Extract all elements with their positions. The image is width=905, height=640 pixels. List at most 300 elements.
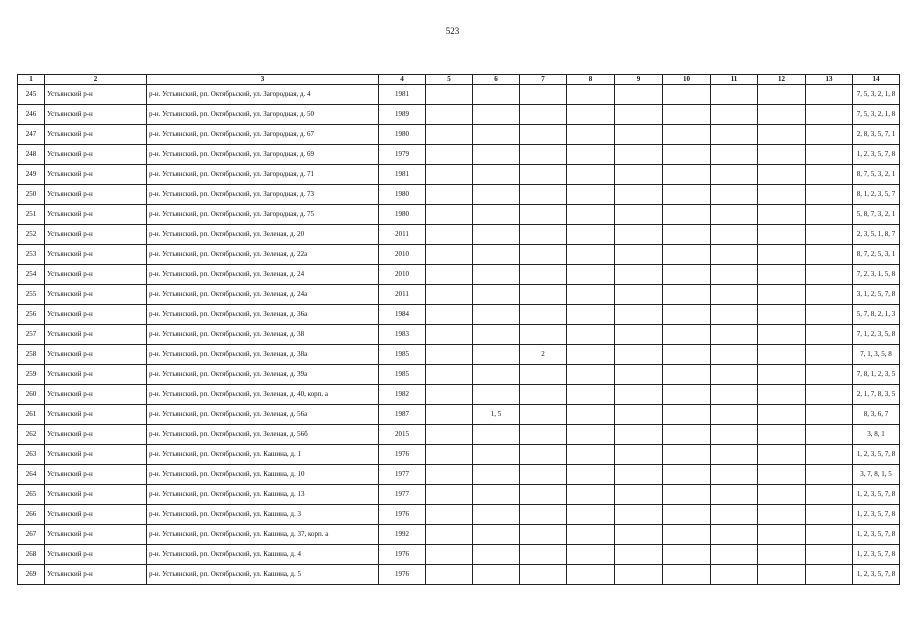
col-6-cell bbox=[473, 345, 520, 365]
col-5-cell bbox=[426, 105, 473, 125]
col-13-cell bbox=[806, 165, 853, 185]
col-11-cell bbox=[711, 445, 758, 465]
row-number: 246 bbox=[18, 105, 45, 125]
col-8-cell bbox=[567, 325, 615, 345]
col-12-cell bbox=[758, 225, 806, 245]
col-8-cell bbox=[567, 85, 615, 105]
col-6-cell bbox=[473, 305, 520, 325]
table-row bbox=[18, 425, 900, 445]
col-7-cell bbox=[520, 205, 567, 225]
col-7-cell bbox=[520, 325, 567, 345]
col-6-cell bbox=[473, 485, 520, 505]
col-8-cell bbox=[567, 225, 615, 245]
col-13-cell bbox=[806, 485, 853, 505]
col-5-cell bbox=[426, 225, 473, 245]
col-6-cell bbox=[473, 285, 520, 305]
col-5-cell bbox=[426, 265, 473, 285]
address-cell: р-н. Устьянский, рп. Октябрьский, ул. Загородная, д. 75 bbox=[147, 205, 379, 225]
col-8-cell bbox=[567, 285, 615, 305]
row-number: 264 bbox=[18, 465, 45, 485]
col-9-cell bbox=[615, 445, 663, 465]
district-cell: Устьянский р-н bbox=[45, 545, 147, 565]
district-cell: Устьянский р-н bbox=[45, 345, 147, 365]
district-cell: Устьянский р-н bbox=[45, 505, 147, 525]
col-10-cell bbox=[663, 445, 711, 465]
col-13-cell bbox=[806, 345, 853, 365]
row-number: 253 bbox=[18, 245, 45, 265]
district-cell: Устьянский р-н bbox=[45, 185, 147, 205]
col-8-cell bbox=[567, 385, 615, 405]
address-cell: р-н. Устьянский, рп. Октябрьский, ул. Загородная, д. 73 bbox=[147, 185, 379, 205]
district-cell: Устьянский р-н bbox=[45, 105, 147, 125]
col-6-cell bbox=[473, 265, 520, 285]
year-cell: 1984 bbox=[379, 305, 426, 325]
row-number: 260 bbox=[18, 385, 45, 405]
col-14-cell: 1, 2, 3, 5, 7, 8 bbox=[853, 525, 900, 545]
col-12-cell bbox=[758, 565, 806, 585]
col-9-cell bbox=[615, 405, 663, 425]
column-header-8: 8 bbox=[567, 75, 615, 85]
registry-table bbox=[17, 74, 900, 585]
year-cell: 1980 bbox=[379, 125, 426, 145]
col-14-cell: 7, 2, 3, 1, 5, 8 bbox=[853, 265, 900, 285]
col-8-cell bbox=[567, 485, 615, 505]
col-10-cell bbox=[663, 465, 711, 485]
col-13-cell bbox=[806, 445, 853, 465]
column-header-9: 9 bbox=[615, 75, 663, 85]
district-cell: Устьянский р-н bbox=[45, 525, 147, 545]
col-7-cell bbox=[520, 365, 567, 385]
table-row bbox=[18, 345, 900, 365]
col-6-cell bbox=[473, 565, 520, 585]
district-cell: Устьянский р-н bbox=[45, 325, 147, 345]
district-cell: Устьянский р-н bbox=[45, 405, 147, 425]
column-header-12: 12 bbox=[758, 75, 806, 85]
col-14-cell: 7, 5, 3, 2, 1, 8 bbox=[853, 105, 900, 125]
col-11-cell bbox=[711, 145, 758, 165]
table-row bbox=[18, 225, 900, 245]
col-10-cell bbox=[663, 485, 711, 505]
column-header-1: 1 bbox=[18, 75, 45, 85]
row-number: 249 bbox=[18, 165, 45, 185]
col-8-cell bbox=[567, 145, 615, 165]
address-cell: р-н. Устьянский, рп. Октябрьский, ул. Загородная, д. 4 bbox=[147, 85, 379, 105]
col-6-cell bbox=[473, 85, 520, 105]
col-9-cell bbox=[615, 545, 663, 565]
col-9-cell bbox=[615, 365, 663, 385]
col-11-cell bbox=[711, 505, 758, 525]
col-12-cell bbox=[758, 285, 806, 305]
col-14-cell: 7, 1, 2, 3, 5, 8 bbox=[853, 325, 900, 345]
column-header-3: 3 bbox=[147, 75, 379, 85]
year-cell: 1979 bbox=[379, 145, 426, 165]
col-13-cell bbox=[806, 505, 853, 525]
column-header-7: 7 bbox=[520, 75, 567, 85]
row-number: 247 bbox=[18, 125, 45, 145]
year-cell: 1985 bbox=[379, 365, 426, 385]
year-cell: 1976 bbox=[379, 445, 426, 465]
col-13-cell bbox=[806, 405, 853, 425]
col-11-cell bbox=[711, 265, 758, 285]
col-13-cell bbox=[806, 465, 853, 485]
col-14-cell: 2, 8, 3, 5, 7, 1 bbox=[853, 125, 900, 145]
col-7-cell bbox=[520, 425, 567, 445]
col-6-cell bbox=[473, 545, 520, 565]
col-6-cell bbox=[473, 125, 520, 145]
col-12-cell bbox=[758, 145, 806, 165]
column-header-14: 14 bbox=[853, 75, 900, 85]
address-cell: р-н. Устьянский, рп. Октябрьский, ул. Загородная, д. 69 bbox=[147, 145, 379, 165]
district-cell: Устьянский р-н bbox=[45, 125, 147, 145]
col-10-cell bbox=[663, 425, 711, 445]
year-cell: 1977 bbox=[379, 485, 426, 505]
col-14-cell: 7, 8, 1, 2, 3, 5 bbox=[853, 365, 900, 385]
col-9-cell bbox=[615, 345, 663, 365]
row-number: 265 bbox=[18, 485, 45, 505]
col-9-cell bbox=[615, 165, 663, 185]
col-8-cell bbox=[567, 245, 615, 265]
col-7-cell bbox=[520, 405, 567, 425]
district-cell: Устьянский р-н bbox=[45, 285, 147, 305]
row-number: 261 bbox=[18, 405, 45, 425]
col-13-cell bbox=[806, 325, 853, 345]
col-10-cell bbox=[663, 325, 711, 345]
col-12-cell bbox=[758, 325, 806, 345]
col-11-cell bbox=[711, 425, 758, 445]
col-5-cell bbox=[426, 345, 473, 365]
col-10-cell bbox=[663, 305, 711, 325]
col-12-cell bbox=[758, 465, 806, 485]
address-cell: р-н. Устьянский, рп. Октябрьский, ул. Загородная, д. 50 bbox=[147, 105, 379, 125]
col-9-cell bbox=[615, 205, 663, 225]
year-cell: 1976 bbox=[379, 545, 426, 565]
col-13-cell bbox=[806, 565, 853, 585]
column-header-6: 6 bbox=[473, 75, 520, 85]
col-14-cell: 1, 2, 3, 5, 7, 8 bbox=[853, 505, 900, 525]
col-12-cell bbox=[758, 405, 806, 425]
col-14-cell: 1, 2, 3, 5, 7, 8 bbox=[853, 445, 900, 465]
address-cell: р-н. Устьянский, рп. Октябрьский, ул. Зеленая, д. 38 bbox=[147, 325, 379, 345]
column-header-2: 2 bbox=[45, 75, 147, 85]
col-13-cell bbox=[806, 205, 853, 225]
col-8-cell bbox=[567, 345, 615, 365]
district-cell: Устьянский р-н bbox=[45, 485, 147, 505]
col-12-cell bbox=[758, 445, 806, 465]
col-7-cell bbox=[520, 105, 567, 125]
col-12-cell bbox=[758, 525, 806, 545]
table-row bbox=[18, 365, 900, 385]
col-8-cell bbox=[567, 525, 615, 545]
column-header-4: 4 bbox=[379, 75, 426, 85]
col-12-cell bbox=[758, 245, 806, 265]
table-row bbox=[18, 245, 900, 265]
col-11-cell bbox=[711, 485, 758, 505]
col-7-cell bbox=[520, 485, 567, 505]
col-11-cell bbox=[711, 125, 758, 145]
col-14-cell: 7, 5, 3, 2, 1, 8 bbox=[853, 85, 900, 105]
col-7-cell bbox=[520, 265, 567, 285]
col-5-cell bbox=[426, 305, 473, 325]
row-number: 263 bbox=[18, 445, 45, 465]
col-11-cell bbox=[711, 185, 758, 205]
district-cell: Устьянский р-н bbox=[45, 465, 147, 485]
col-11-cell bbox=[711, 465, 758, 485]
col-9-cell bbox=[615, 505, 663, 525]
col-6-cell bbox=[473, 445, 520, 465]
col-13-cell bbox=[806, 285, 853, 305]
row-number: 269 bbox=[18, 565, 45, 585]
col-7-cell bbox=[520, 225, 567, 245]
col-10-cell bbox=[663, 385, 711, 405]
col-9-cell bbox=[615, 105, 663, 125]
row-number: 267 bbox=[18, 525, 45, 545]
col-11-cell bbox=[711, 405, 758, 425]
col-6-cell bbox=[473, 205, 520, 225]
year-cell: 1977 bbox=[379, 465, 426, 485]
col-10-cell bbox=[663, 125, 711, 145]
col-14-cell: 7, 1, 3, 5, 8 bbox=[853, 345, 900, 365]
col-5-cell bbox=[426, 565, 473, 585]
page-number: 523 bbox=[445, 26, 460, 36]
col-6-cell bbox=[473, 425, 520, 445]
col-14-cell: 8, 3, 6, 7 bbox=[853, 405, 900, 425]
col-5-cell bbox=[426, 545, 473, 565]
col-6-cell bbox=[473, 225, 520, 245]
table-row bbox=[18, 485, 900, 505]
col-14-cell: 8, 1, 2, 3, 5, 7 bbox=[853, 185, 900, 205]
col-11-cell bbox=[711, 365, 758, 385]
col-10-cell bbox=[663, 525, 711, 545]
col-12-cell bbox=[758, 105, 806, 125]
col-5-cell bbox=[426, 285, 473, 305]
address-cell: р-н. Устьянский, рп. Октябрьский, ул. Кашина, д. 4 bbox=[147, 545, 379, 565]
col-11-cell bbox=[711, 165, 758, 185]
col-9-cell bbox=[615, 145, 663, 165]
row-number: 258 bbox=[18, 345, 45, 365]
year-cell: 1989 bbox=[379, 105, 426, 125]
col-6-cell bbox=[473, 245, 520, 265]
col-11-cell bbox=[711, 385, 758, 405]
col-5-cell bbox=[426, 425, 473, 445]
col-7-cell bbox=[520, 525, 567, 545]
col-5-cell bbox=[426, 145, 473, 165]
col-10-cell bbox=[663, 265, 711, 285]
col-11-cell bbox=[711, 525, 758, 545]
col-6-cell bbox=[473, 505, 520, 525]
district-cell: Устьянский р-н bbox=[45, 165, 147, 185]
year-cell: 1982 bbox=[379, 385, 426, 405]
col-14-cell: 3, 8, 1 bbox=[853, 425, 900, 445]
col-13-cell bbox=[806, 225, 853, 245]
row-number: 254 bbox=[18, 265, 45, 285]
col-12-cell bbox=[758, 265, 806, 285]
table-row bbox=[18, 525, 900, 545]
district-cell: Устьянский р-н bbox=[45, 365, 147, 385]
col-8-cell bbox=[567, 305, 615, 325]
year-cell: 2015 bbox=[379, 425, 426, 445]
col-13-cell bbox=[806, 365, 853, 385]
col-9-cell bbox=[615, 225, 663, 245]
col-7-cell bbox=[520, 285, 567, 305]
address-cell: р-н. Устьянский, рп. Октябрьский, ул. Кашина, д. 13 bbox=[147, 485, 379, 505]
col-7-cell bbox=[520, 85, 567, 105]
table-row bbox=[18, 405, 900, 425]
table-row bbox=[18, 125, 900, 145]
district-cell: Устьянский р-н bbox=[45, 265, 147, 285]
col-11-cell bbox=[711, 325, 758, 345]
table-row bbox=[18, 545, 900, 565]
row-number: 250 bbox=[18, 185, 45, 205]
address-cell: р-н. Устьянский, рп. Октябрьский, ул. Кашина, д. 10 bbox=[147, 465, 379, 485]
col-11-cell bbox=[711, 225, 758, 245]
col-13-cell bbox=[806, 525, 853, 545]
col-10-cell bbox=[663, 545, 711, 565]
col-11-cell bbox=[711, 245, 758, 265]
col-8-cell bbox=[567, 205, 615, 225]
table-row bbox=[18, 505, 900, 525]
col-12-cell bbox=[758, 485, 806, 505]
col-11-cell bbox=[711, 85, 758, 105]
col-8-cell bbox=[567, 165, 615, 185]
col-5-cell bbox=[426, 525, 473, 545]
table-row bbox=[18, 265, 900, 285]
column-header-13: 13 bbox=[806, 75, 853, 85]
address-cell: р-н. Устьянский, рп. Октябрьский, ул. Загородная, д. 67 bbox=[147, 125, 379, 145]
row-number: 251 bbox=[18, 205, 45, 225]
row-number: 255 bbox=[18, 285, 45, 305]
col-6-cell bbox=[473, 385, 520, 405]
address-cell: р-н. Устьянский, рп. Октябрьский, ул. Зеленая, д. 20 bbox=[147, 225, 379, 245]
district-cell: Устьянский р-н bbox=[45, 145, 147, 165]
col-13-cell bbox=[806, 305, 853, 325]
col-7-cell bbox=[520, 505, 567, 525]
col-5-cell bbox=[426, 185, 473, 205]
col-14-cell: 2, 1, 7, 8, 3, 5 bbox=[853, 385, 900, 405]
col-5-cell bbox=[426, 445, 473, 465]
column-header-5: 5 bbox=[426, 75, 473, 85]
col-8-cell bbox=[567, 565, 615, 585]
district-cell: Устьянский р-н bbox=[45, 425, 147, 445]
col-11-cell bbox=[711, 105, 758, 125]
year-cell: 1980 bbox=[379, 205, 426, 225]
district-cell: Устьянский р-н bbox=[45, 225, 147, 245]
table-body bbox=[18, 85, 900, 585]
col-13-cell bbox=[806, 145, 853, 165]
col-7-cell bbox=[520, 385, 567, 405]
address-cell: р-н. Устьянский, рп. Октябрьский, ул. Зеленая, д. 24 bbox=[147, 265, 379, 285]
col-14-cell: 1, 2, 3, 5, 7, 8 bbox=[853, 545, 900, 565]
table-row bbox=[18, 185, 900, 205]
row-number: 248 bbox=[18, 145, 45, 165]
col-5-cell bbox=[426, 405, 473, 425]
header-row bbox=[18, 75, 900, 85]
col-5-cell bbox=[426, 385, 473, 405]
col-6-cell bbox=[473, 165, 520, 185]
col-8-cell bbox=[567, 445, 615, 465]
column-header-11: 11 bbox=[711, 75, 758, 85]
year-cell: 1976 bbox=[379, 505, 426, 525]
address-cell: р-н. Устьянский, рп. Октябрьский, ул. Кашина, д. 3 bbox=[147, 505, 379, 525]
col-5-cell bbox=[426, 125, 473, 145]
col-13-cell bbox=[806, 125, 853, 145]
year-cell: 1992 bbox=[379, 525, 426, 545]
col-8-cell bbox=[567, 125, 615, 145]
col-14-cell: 5, 7, 8, 2, 1, 3 bbox=[853, 305, 900, 325]
col-12-cell bbox=[758, 165, 806, 185]
col-9-cell bbox=[615, 325, 663, 345]
col-13-cell bbox=[806, 105, 853, 125]
col-12-cell bbox=[758, 425, 806, 445]
col-10-cell bbox=[663, 285, 711, 305]
col-9-cell bbox=[615, 385, 663, 405]
address-cell: р-н. Устьянский, рп. Октябрьский, ул. Зеленая, д. 39а bbox=[147, 365, 379, 385]
row-number: 268 bbox=[18, 545, 45, 565]
col-7-cell bbox=[520, 545, 567, 565]
col-9-cell bbox=[615, 185, 663, 205]
col-12-cell bbox=[758, 125, 806, 145]
col-8-cell bbox=[567, 425, 615, 445]
col-9-cell bbox=[615, 125, 663, 145]
year-cell: 2011 bbox=[379, 225, 426, 245]
row-number: 256 bbox=[18, 305, 45, 325]
col-12-cell bbox=[758, 85, 806, 105]
district-cell: Устьянский р-н bbox=[45, 85, 147, 105]
col-6-cell bbox=[473, 145, 520, 165]
col-14-cell: 8, 7, 2, 5, 3, 1 bbox=[853, 245, 900, 265]
col-10-cell bbox=[663, 565, 711, 585]
year-cell: 1987 bbox=[379, 405, 426, 425]
table-row bbox=[18, 85, 900, 105]
col-14-cell: 1, 2, 3, 5, 7, 8 bbox=[853, 485, 900, 505]
col-10-cell bbox=[663, 205, 711, 225]
col-5-cell bbox=[426, 165, 473, 185]
table-row bbox=[18, 445, 900, 465]
district-cell: Устьянский р-н bbox=[45, 245, 147, 265]
col-10-cell bbox=[663, 165, 711, 185]
col-11-cell bbox=[711, 285, 758, 305]
col-8-cell bbox=[567, 265, 615, 285]
col-10-cell bbox=[663, 85, 711, 105]
col-12-cell bbox=[758, 205, 806, 225]
col-6-cell bbox=[473, 365, 520, 385]
col-5-cell bbox=[426, 325, 473, 345]
table-row bbox=[18, 105, 900, 125]
table-row bbox=[18, 565, 900, 585]
col-8-cell bbox=[567, 105, 615, 125]
col-11-cell bbox=[711, 565, 758, 585]
year-cell: 1976 bbox=[379, 565, 426, 585]
col-9-cell bbox=[615, 265, 663, 285]
col-7-cell bbox=[520, 145, 567, 165]
col-11-cell bbox=[711, 305, 758, 325]
row-number: 257 bbox=[18, 325, 45, 345]
col-12-cell bbox=[758, 385, 806, 405]
table-row bbox=[18, 325, 900, 345]
col-9-cell bbox=[615, 305, 663, 325]
col-14-cell: 1, 2, 3, 5, 7, 8 bbox=[853, 145, 900, 165]
col-5-cell bbox=[426, 365, 473, 385]
address-cell: р-н. Устьянский, рп. Октябрьский, ул. Зеленая, д. 40, корп. а bbox=[147, 385, 379, 405]
address-cell: р-н. Устьянский, рп. Октябрьский, ул. Зеленая, д. 36а bbox=[147, 305, 379, 325]
col-7-cell bbox=[520, 565, 567, 585]
col-10-cell bbox=[663, 145, 711, 165]
col-12-cell bbox=[758, 305, 806, 325]
district-cell: Устьянский р-н bbox=[45, 385, 147, 405]
row-number: 252 bbox=[18, 225, 45, 245]
address-cell: р-н. Устьянский, рп. Октябрьский, ул. Кашина, д. 1 bbox=[147, 445, 379, 465]
address-cell: р-н. Устьянский, рп. Октябрьский, ул. Загородная, д. 71 bbox=[147, 165, 379, 185]
col-14-cell: 1, 2, 3, 5, 7, 8 bbox=[853, 565, 900, 585]
